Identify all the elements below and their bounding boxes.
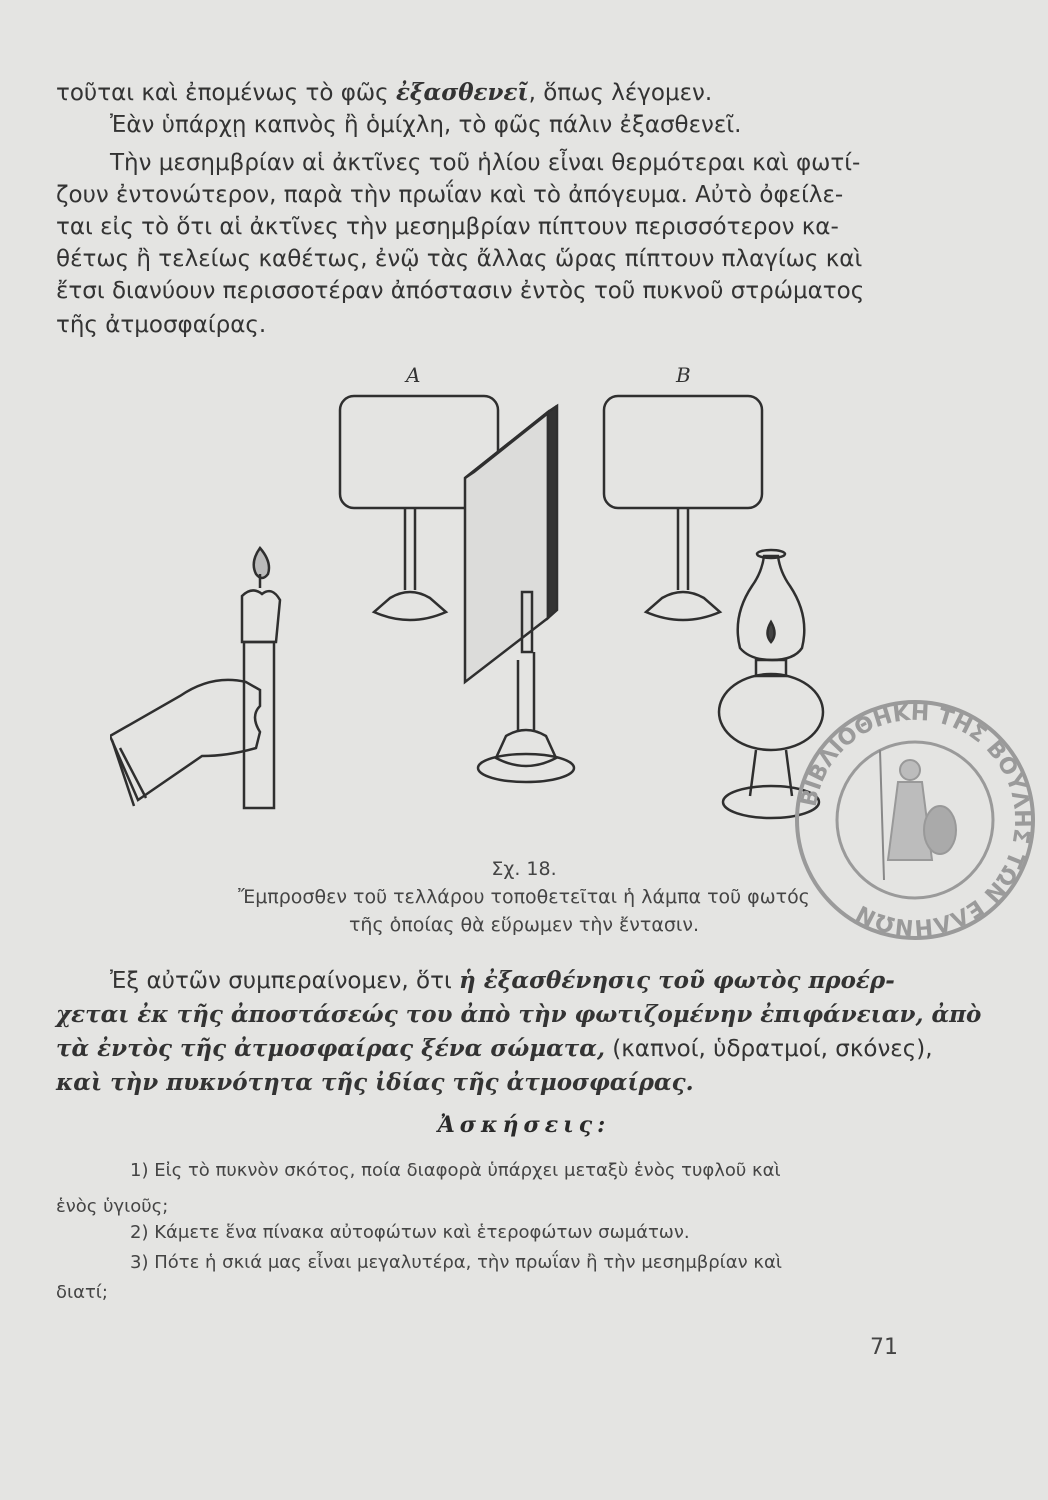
exercise-3-line-2: διατί; [56,1282,108,1303]
paragraph-line: τῆς ἀτμοσφαίρας. [56,312,267,338]
conclusion-line-4: καὶ τὴν πυκνότητα τῆς ἰδίας τῆς ἀτμοσφαίρας. [56,1069,694,1096]
page-number: 71 [870,1335,898,1360]
paragraph-line: θέτως ἢ τελείως καθέτως, ἐνῷ τὰς ἄλλας ὥρας πίπτουν πλαγίως καὶ [56,246,863,272]
candle-in-hand [110,548,280,808]
conclusion-line-1: Ἐξ αὐτῶν συμπεραίνομεν, ὅτι ἡ ἐξασθένησις τοῦ φωτὸς προέρ- [110,967,895,994]
figure-label-b: B [676,363,691,387]
text-line-1: τοῦται καὶ ἐπομένως τὸ φῶς ἐξασθενεῖ, ὅπως λέγομεν. [56,79,713,106]
figure-caption-line-2: τῆς ὁποίας θὰ εὕρωμεν τὴν ἔντασιν. [348,914,700,936]
partition-board [465,406,574,782]
paragraph-line: Τὴν μεσημβρίαν αἱ ἀκτῖνες τοῦ ἡλίου εἶναι θερμότεραι καὶ φωτί- [110,150,861,176]
text-line-2: Ἐὰν ὑπάρχῃ καπνὸς ἢ ὁμίχλη, τὸ φῶς πάλιν ἐξασθενεῖ. [110,112,742,138]
exercises-heading: Ἀσκήσεις: [437,1112,611,1138]
conclusion-line-2: χεται ἐκ τῆς ἀποστάσεώς του ἀπὸ τὴν φωτιζομένην ἐπιφάνειαν, ἀπὸ [56,1001,982,1028]
exercise-1-line-2: ἑνὸς ὑγιοῦς; [56,1196,169,1217]
paragraph-line: ται εἰς τὸ ὅτι αἱ ἀκτῖνες τὴν μεσημβρίαν πίπτουν περισσότερον κα- [56,214,839,240]
exercise-2: 2) Κάμετε ἕνα πίνακα αὐτοφώτων καὶ ἑτεροφώτων σωμάτων. [130,1222,690,1243]
exercise-3-line-1: 3) Πότε ἡ σκιά μας εἶναι μεγαλυτέρα, τὴν πρωΐαν ἢ τὴν μεσημβρίαν καὶ [130,1252,782,1273]
figure-label-a: A [406,363,421,387]
conclusion-line-3: τὰ ἐντὸς τῆς ἀτμοσφαίρας ξένα σώματα, (καπνοί, ὑδρατμοί, σκόνες), [56,1035,933,1062]
figure-caption-line-1: Ἔμπροσθεν τοῦ τελλάρου τοποθετεῖται ἡ λάμπα τοῦ φωτός [238,886,810,908]
paragraph-line: ζουν ἐντονώτερον, παρὰ τὴν πρωΐαν καὶ τὸ ἀπόγευμα. Αὐτὸ ὀφείλε- [56,182,844,208]
exercise-1-line-1: 1) Εἰς τὸ πυκνὸν σκότος, ποία διαφορὰ ὑπάρχει μεταξὺ ἑνὸς τυφλοῦ καὶ [130,1160,781,1181]
figure-number: Σχ. 18. [491,858,557,880]
svg-text:ΒΙΒΛΙΟΘΗΚΗ ΤΗΣ ΒΟΥΛΗΣ ΤΩΝ ΕΛΛΗ: ΒΙΒΛΙΟΘΗΚΗ ΤΗΣ ΒΟΥΛΗΣ ΤΩΝ ΕΛΛΗΝΩΝ [796,700,1035,940]
library-stamp [780,690,1048,950]
screen-b [604,396,762,508]
paragraph-line: ἔτσι διανύουν περισσοτέραν ἀπόστασιν ἐντὸς τοῦ πυκνοῦ στρώματος [56,278,865,304]
